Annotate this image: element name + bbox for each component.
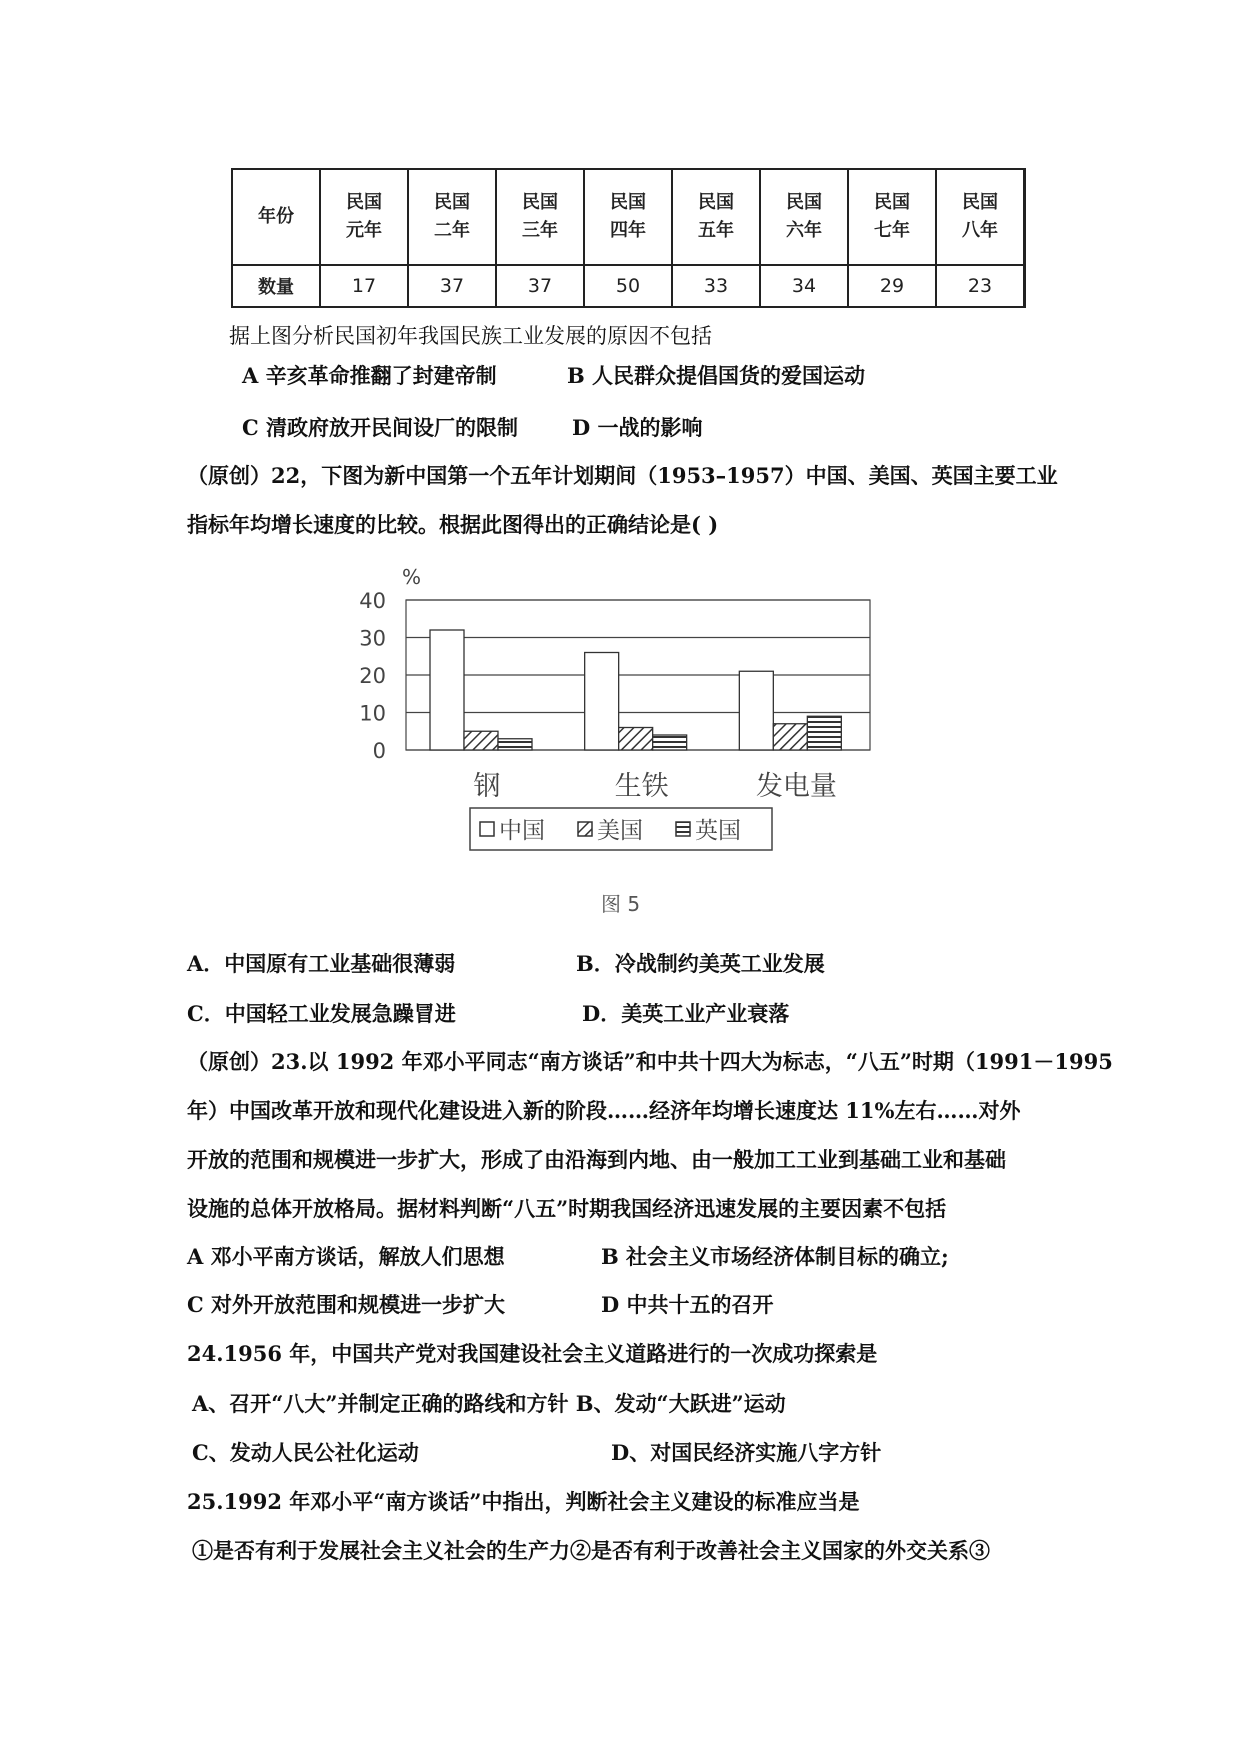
bar-中国 [430, 630, 464, 750]
x-category-label: 发电量 [755, 771, 837, 802]
q23-stem-line1: （原创）23.以 1992 年邓小平同志“南方谈话”和中共十四大为标志，“八五”时期（1991－1995 [187, 1049, 1113, 1074]
bar-美国 [619, 728, 653, 751]
table-year-cell: 民国 元年 [320, 169, 408, 265]
y-tick-label: 30 [359, 626, 386, 651]
q24-stem: 24.1956 年，中国共产党对我国建设社会主义道路进行的一次成功探索是 [187, 1341, 878, 1366]
legend-swatch-英国 [676, 822, 690, 836]
chart-legend [470, 808, 772, 850]
y-tick-label: 20 [359, 664, 386, 688]
q24-option-d: D、对国民经济实施八字方针 [611, 1440, 882, 1465]
q21-stem: 据上图分析民国初年我国民族工业发展的原因不包括 [229, 324, 712, 348]
table-year-cell: 民国 二年 [408, 169, 496, 265]
table-header-row [232, 169, 1025, 265]
q23-stem-line2: 年）中国改革开放和现代化建设进入新的阶段……经济年均增长速度达 11%左右……对外 [187, 1098, 1021, 1123]
y-tick-label: 10 [359, 701, 386, 726]
q23-option-a: A 邓小平南方谈话，解放人们思想 [187, 1244, 505, 1269]
legend-label: 英国 [695, 818, 741, 844]
table-count-cell: 29 [848, 265, 936, 307]
q23-option-d: D 中共十五的召开 [601, 1292, 774, 1317]
growth-rate-bar-chart [350, 555, 910, 925]
y-axis-unit-label: % [402, 565, 422, 589]
table-year-cell: 民国 四年 [584, 169, 672, 265]
q23-option-b: B 社会主义市场经济体制目标的确立; [601, 1244, 949, 1269]
figure-caption: 图 5 [601, 892, 641, 916]
q21-option-a: A 辛亥革命推翻了封建帝制 [242, 363, 497, 388]
bar-英国 [807, 716, 841, 750]
x-category-labels [474, 771, 837, 802]
legend-swatch-中国 [480, 822, 494, 836]
q22-stem-line1: （原创）22，下图为新中国第一个五年计划期间（1953–1957）中国、美国、英国主要工业 [187, 463, 1058, 488]
table-year-cell: 民国 六年 [760, 169, 848, 265]
chart-bars [430, 630, 841, 750]
q25-stem-line2: ①是否有利于发展社会主义社会的生产力②是否有利于改善社会主义国家的外交关系③ [192, 1538, 990, 1563]
q22-option-b: B．冷战制约美英工业发展 [576, 951, 825, 976]
q25-stem: 25.1992 年邓小平“南方谈话”中指出，判断社会主义建设的标准应当是 [187, 1489, 860, 1514]
legend-swatch-美国 [578, 822, 592, 836]
y-tick-label: 0 [372, 739, 386, 763]
table-count-cell: 17 [320, 265, 408, 307]
bar-英国 [498, 739, 532, 750]
table-year-cell: 民国 七年 [848, 169, 936, 265]
legend-label: 美国 [597, 818, 643, 844]
table-row-header-count: 数量 [232, 265, 320, 307]
q24-option-c: C、发动人民公社化运动 [192, 1440, 419, 1465]
bar-美国 [464, 731, 498, 750]
industry-count-table [231, 168, 1026, 308]
y-tick-labels [359, 589, 386, 763]
q23-option-c: C 对外开放范围和规模进一步扩大 [187, 1292, 506, 1317]
legend-label: 中国 [499, 818, 545, 844]
q22-option-d: D．美英工业产业衰落 [582, 1001, 790, 1026]
bar-中国 [739, 671, 773, 750]
table-count-cell: 37 [408, 265, 496, 307]
x-category-label: 钢 [473, 771, 501, 802]
table-count-cell: 23 [936, 265, 1025, 307]
bar-美国 [773, 724, 807, 750]
y-tick-label: 40 [359, 589, 386, 613]
table-row-header-year: 年份 [232, 169, 320, 265]
table-year-cell: 民国 五年 [672, 169, 760, 265]
q21-option-d: D 一战的影响 [572, 415, 703, 440]
x-category-label: 生铁 [614, 771, 669, 802]
q24-option-ab: A、召开“八大”并制定正确的路线和方针 B、发动“大跃进”运动 [192, 1391, 786, 1416]
q22-option-a: A．中国原有工业基础很薄弱 [187, 951, 456, 976]
q21-option-b: B 人民群众提倡国货的爱国运动 [567, 363, 866, 388]
q23-stem-line3: 开放的范围和规模进一步扩大，形成了由沿海到内地、由一般加工工业到基础工业和基础 [187, 1147, 1006, 1172]
table-year-cell: 民国 三年 [496, 169, 584, 265]
q23-stem-line4: 设施的总体开放格局。据材料判断“八五”时期我国经济迅速发展的主要因素不包括 [187, 1196, 947, 1221]
q22-option-c: C．中国轻工业发展急躁冒进 [187, 1001, 456, 1026]
table-count-cell: 34 [760, 265, 848, 307]
table-year-cell: 民国 八年 [936, 169, 1025, 265]
table-count-row [232, 265, 1025, 307]
table-count-cell: 37 [496, 265, 584, 307]
table-count-cell: 50 [584, 265, 672, 307]
q22-stem-line2: 指标年均增长速度的比较。根据此图得出的正确结论是( ) [187, 512, 719, 537]
bar-中国 [585, 653, 619, 751]
q21-option-c: C 清政府放开民间设厂的限制 [242, 415, 519, 440]
table-count-cell: 33 [672, 265, 760, 307]
bar-英国 [653, 735, 687, 750]
